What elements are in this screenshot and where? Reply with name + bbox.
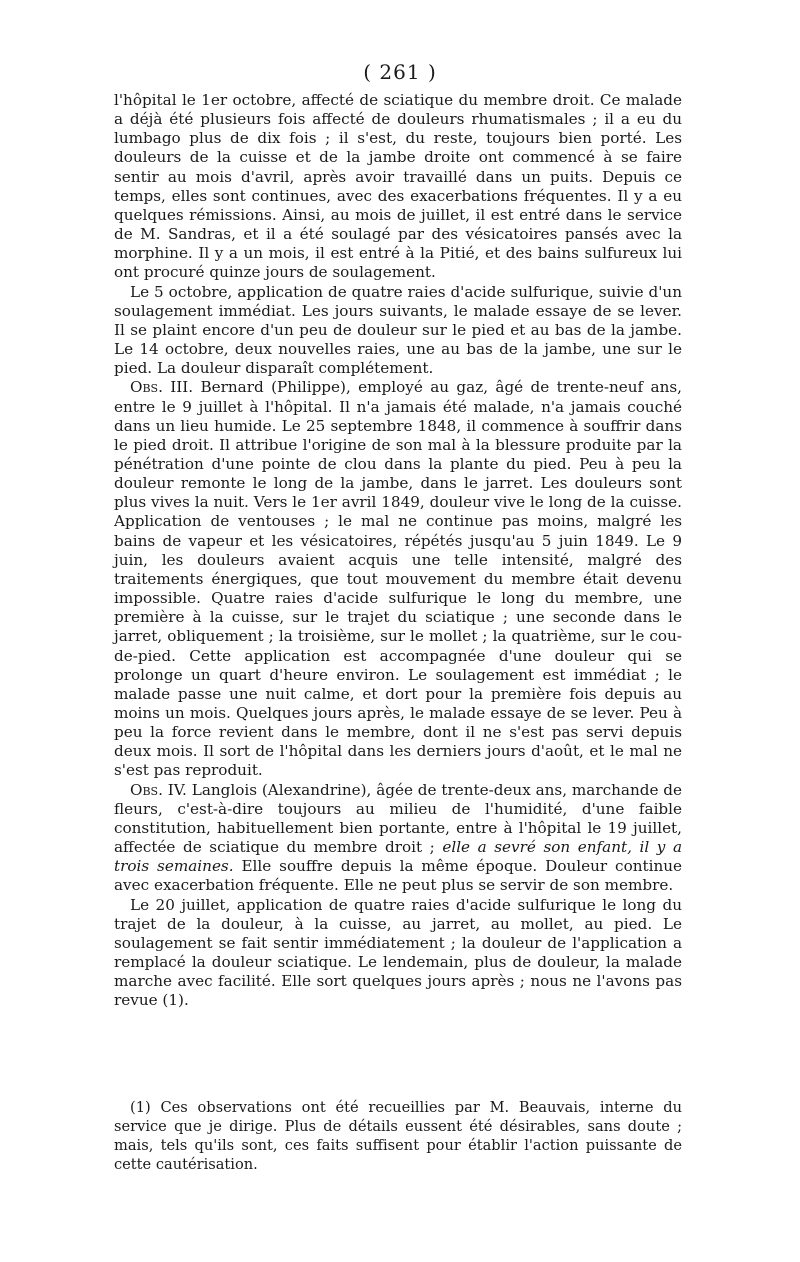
footnote [114,1098,682,1174]
paragraph-treatment-october: Le 5 octobre, application de quatre raies d'acide sulfurique, suivie d'un soulagement immédiat. Les jours suivants, le malade essaye de se lever. Il se plaint encore d'un peu de douleur sur le pied et au bas de la jambe. Le 14 octobre, deux nouvelles raies, une au bas de la jambe, une sur le pied. La douleur disparaît complétement. [114,282,682,378]
observation-text: Bernard (Philippe), employé au gaz, âgé de trente-neuf ans, entre le 9 juillet à l'hôpital. Il n'a jamais été malade, n'a jamais couché dans un lieu humide. Le 25 septembre 1848, il commence à souffrir dans le pied droit. Il attribue l'origine de son mal à la blessure produite par la pénétration d'une pointe de clou dans la plante du pied. Peu à peu la douleur remonte le long de la jambe, dans le jarret. Les douleurs sont plus vives la nuit. Vers le 1er avril 1849, douleur vive le long de la cuisse. Application de ventouses ; le mal ne continue pas moins, malgré les bains de vapeur et les vésicatoires, répétés jusqu'au 5 juin 1849. Le 9 juin, les douleurs avaient acquis une telle intensité, malgré des traitements énergiques, que tout mouvement du membre était devenu impossible. Quatre raies d'acide sulfurique le long du membre, une première à la cuisse, sur le trajet du sciatique ; une seconde dans le jarret, obliquement ; la troisième, sur le mollet ; la quatrième, sur le cou-de-pied. Cette application est accompagnée d'une douleur qui se prolonge un quart d'heure environ. Le soulagement est immédiat ; le malade passe une nuit calme, et dort pour la première fois depuis au moins un mois. Quelques jours après, le malade essaye de se lever. Peu à peu la force revient dans le membre, dont il ne s'est pas servi depuis deux mois. Il sort de l'hôpital dans les derniers jours d'août, et le mal ne s'est pas reproduit. [114,378,682,780]
observation-text: Langlois (Alexandrine), âgée de trente-deux ans, marchande de fleurs, c'est-à-dire toujours au milieu de l'humidité, d'une faible constitution, habituellement bien portante, entre à l'hôpital le 19 juillet, affectée de sciatique du membre droit ; [114,780,682,857]
observation-text-continued: Elle souffre depuis la même époque. Douleur continue avec exacerbation fréquente. Elle ne peut plus se servir de son membre. [114,857,682,895]
paragraph-treatment-july: Le 20 juillet, application de quatre raies d'acide sulfurique le long du trajet de la douleur, à la cuisse, au jarret, au mollet, au pied. Le soulagement se fait sentir immédiatement ; la douleur de l'application a remplacé la douleur sciatique. Le lendemain, plus de douleur, la malade marche avec facilité. Elle sort quelques jours après ; nous ne l'avons pas revue (1). [114,895,682,1010]
footnote-text: (1) Ces observations ont été recueillies par M. Beauvais, interne du service que je dirige. Plus de détails eussent été désirables, sans doute ; mais, tels qu'ils sont, ces faits suffisent pour établir l'action puissante de cette cautérisation. [114,1099,682,1173]
paragraph-observation-3 [114,378,682,780]
page-number: ( 261 ) [363,60,437,84]
paragraph-case-continuation: l'hôpital le 1er octobre, affecté de sciatique du membre droit. Ce malade a déjà été plusieurs fois affecté de douleurs rhumatismales ; il a eu du lumbago plus de dix fois ; il s'est, du reste, toujours bien porté. Les douleurs de la cuisse et de la jambe droite ont commencé à se faire sentir au mois d'avril, après avoir travaillé dans un puits. Depuis ce temps, elles sont continues, avec des exacerbations fréquentes. Il y a eu quelques rémissions. Ainsi, au mois de juillet, il est entré dans le service de M. Sandras, et il a été soulagé par des vésicatoires pansés avec la morphine. Il y a un mois, il est entré à la Pitié, et des bains sulfureux lui ont procuré quinze jours de soulagement. [114,91,682,282]
body-text [114,91,682,1011]
observation-label: Obs. III. [130,378,194,397]
italic-remark: elle a sevré son enfant, il y a trois semaines. [114,838,682,876]
paragraph-observation-4 [114,781,682,896]
observation-label: Obs. IV. [130,780,187,799]
